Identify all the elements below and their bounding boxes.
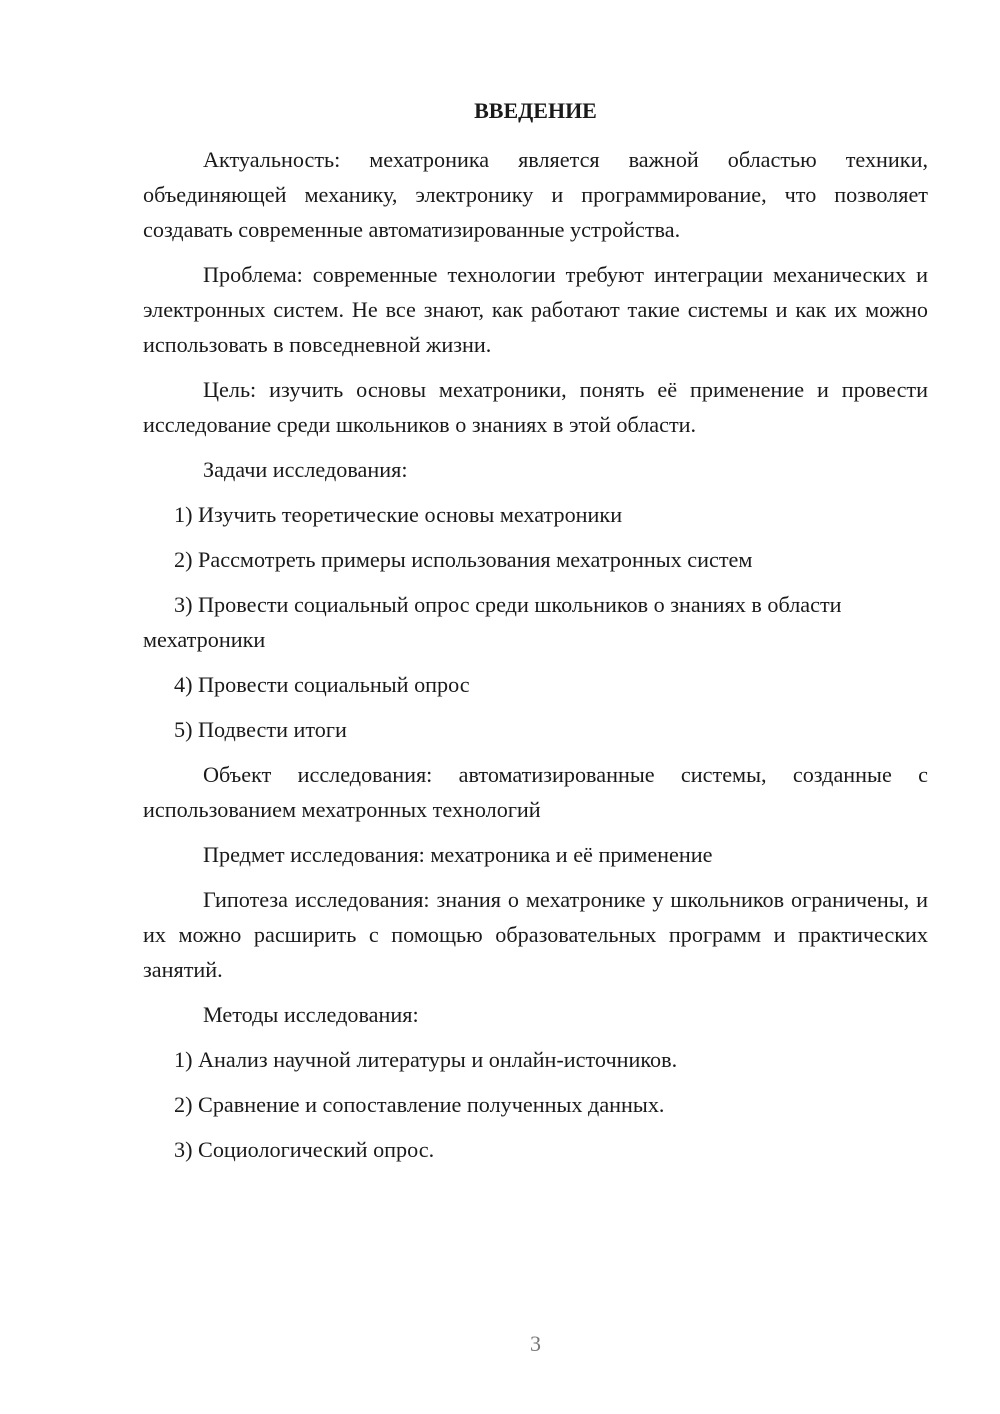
task-item: 3) Провести социальный опрос среди школьников о знаниях в области мехатроники <box>143 592 842 652</box>
document-page <box>143 0 928 1414</box>
goal-paragraph: Цель: изучить основы мехатроники, понять её применение и провести исследование среди школьников о знаниях в этой области. <box>143 377 928 437</box>
document-body <box>143 142 928 1177</box>
method-item: 3) Социологический опрос. <box>174 1137 435 1162</box>
page-number: 3 <box>530 1331 541 1356</box>
task-item: 1) Изучить теоретические основы мехатроники <box>174 502 623 527</box>
relevance-paragraph: Актуальность: мехатроника является важной областью техники, объединяющей механику, электронику и программирование, что позволяет создавать современные автоматизированные устройства. <box>143 147 928 242</box>
methods-title: Методы исследования: <box>203 1002 419 1027</box>
hypothesis-paragraph: Гипотеза исследования: знания о мехатронике у школьников ограничены, и их можно расширить с помощью образовательных программ и практических занятий. <box>143 887 928 982</box>
method-item: 1) Анализ научной литературы и онлайн-источников. <box>174 1047 678 1072</box>
tasks-title: Задачи исследования: <box>203 457 408 482</box>
subject-paragraph: Предмет исследования: мехатроника и её применение <box>203 842 713 867</box>
task-item: 5) Подвести итоги <box>174 717 347 742</box>
task-item: 4) Провести социальный опрос <box>174 672 470 697</box>
method-item: 2) Сравнение и сопоставление полученных данных. <box>174 1092 665 1117</box>
section-heading: ВВЕДЕНИЕ <box>474 98 597 123</box>
problem-paragraph: Проблема: современные технологии требуют интеграции механических и электронных систем. Не все знают, как работают такие системы и как их можно использовать в повседневной жизни. <box>143 262 928 357</box>
task-item: 2) Рассмотреть примеры использования мехатронных систем <box>174 547 753 572</box>
object-paragraph: Объект исследования: автоматизированные системы, созданные с использованием мехатронных технологий <box>143 762 928 822</box>
